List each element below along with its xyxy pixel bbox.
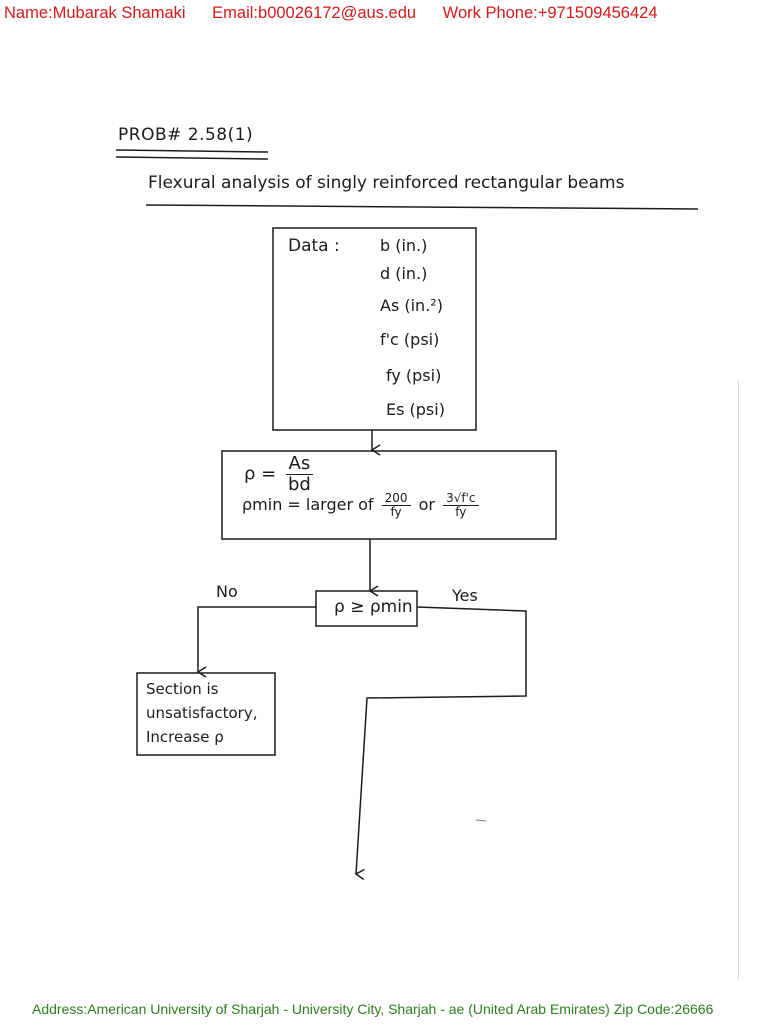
result-line-1: Section is bbox=[146, 680, 219, 698]
result-line-3: Increase ρ bbox=[146, 728, 224, 746]
prob-underline-1 bbox=[116, 150, 268, 152]
title-underline bbox=[146, 205, 698, 209]
header-name: Name:Mubarak Shamaki bbox=[4, 4, 186, 22]
data-label: Data : bbox=[288, 236, 340, 256]
footer-address: Address:American University of Sharjah - University City, Sharjah - ae (United Arab Emirates) Zip Code:26666 bbox=[32, 1001, 714, 1017]
data-box bbox=[273, 228, 476, 430]
fraction-2-numerator: 3√f'c bbox=[443, 492, 478, 506]
data-item-fy: fy (psi) bbox=[386, 366, 442, 385]
decision-condition: ρ ≥ ρmin bbox=[334, 597, 413, 617]
no-label: No bbox=[216, 582, 238, 601]
data-item-b: b (in.) bbox=[380, 236, 428, 255]
or-text: or bbox=[418, 495, 436, 515]
rho-symbol: ρ = bbox=[244, 463, 277, 485]
rho-numerator: As bbox=[286, 454, 314, 475]
no-branch-line bbox=[198, 607, 316, 672]
fraction-1-numerator: 200 bbox=[382, 492, 411, 506]
data-item-es: Es (psi) bbox=[386, 400, 445, 419]
yes-branch-line bbox=[356, 607, 526, 874]
header-email: Email:b00026172@aus.edu bbox=[212, 4, 417, 22]
problem-title: Flexural analysis of singly reinforced rectangular beams bbox=[148, 173, 625, 193]
data-item-fc: f'c (psi) bbox=[380, 330, 440, 349]
rho-denominator: bd bbox=[287, 473, 311, 495]
prob-underline-2 bbox=[116, 157, 268, 159]
rho-fraction bbox=[285, 454, 314, 495]
stray-mark bbox=[476, 820, 486, 821]
rho-min-label: ρmin = larger of bbox=[242, 495, 374, 515]
data-item-d: d (in.) bbox=[380, 264, 428, 283]
rho-min-fraction-2 bbox=[443, 492, 478, 519]
data-item-as: As (in.²) bbox=[380, 296, 443, 315]
fraction-2-denominator: fy bbox=[455, 505, 467, 520]
problem-number: PROB# 2.58(1) bbox=[118, 125, 254, 145]
rho-min-formula bbox=[242, 492, 482, 519]
rho-min-fraction-1 bbox=[382, 492, 411, 519]
result-line-2: unsatisfactory, bbox=[146, 704, 258, 722]
yes-label: Yes bbox=[452, 586, 478, 605]
rho-formula bbox=[244, 454, 317, 495]
header-phone: Work Phone:+971509456424 bbox=[442, 4, 658, 22]
fraction-1-denominator: fy bbox=[390, 505, 402, 520]
